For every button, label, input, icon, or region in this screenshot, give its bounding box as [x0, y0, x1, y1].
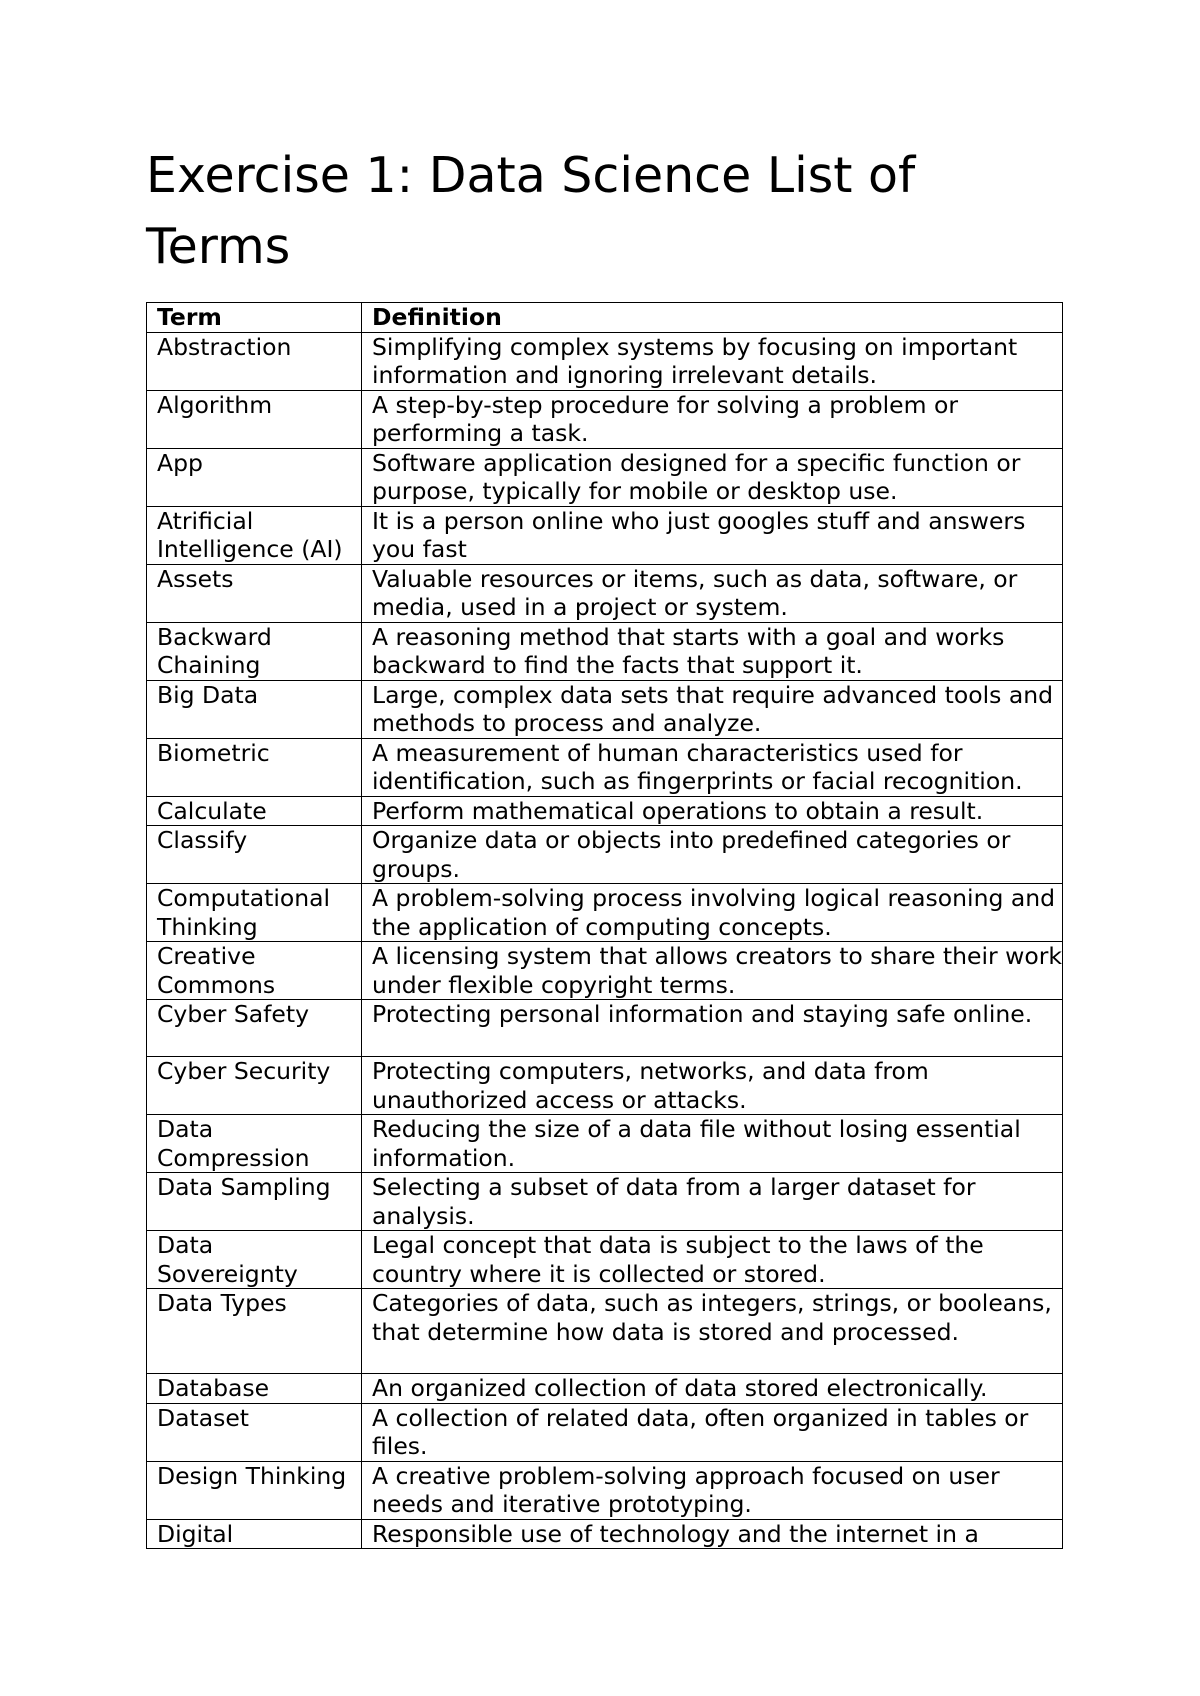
header-term: Term: [147, 303, 362, 333]
table-row: [147, 1057, 1063, 1115]
term-cell: App: [147, 448, 362, 506]
definition-cell: Legal concept that data is subject to the laws of the country where it is collected or stored.: [362, 1231, 1063, 1289]
table-row: [147, 796, 1063, 826]
definition-cell: Selecting a subset of data from a larger dataset for analysis.: [362, 1173, 1063, 1231]
definition-cell: Perform mathematical operations to obtain a result.: [362, 796, 1063, 826]
term-cell: Algorithm: [147, 390, 362, 448]
term-cell: Assets: [147, 564, 362, 622]
definition-cell: A reasoning method that starts with a goal and works backward to find the facts that support it.: [362, 622, 1063, 680]
definition-cell: Organize data or objects into predefined categories or groups.: [362, 826, 1063, 884]
table-row: [147, 884, 1063, 942]
definition-cell: Valuable resources or items, such as data, software, or media, used in a project or system.: [362, 564, 1063, 622]
term-cell: Backward Chaining: [147, 622, 362, 680]
definition-cell: Protecting personal information and staying safe online.: [362, 1000, 1063, 1057]
term-cell: Biometric: [147, 738, 362, 796]
table-row: [147, 680, 1063, 738]
definition-cell: It is a person online who just googles stuff and answers you fast: [362, 506, 1063, 564]
definition-cell: Large, complex data sets that require advanced tools and methods to process and analyze.: [362, 680, 1063, 738]
term-cell: Atrificial Intelligence (AI): [147, 506, 362, 564]
term-cell: Abstraction: [147, 332, 362, 390]
definition-cell: Simplifying complex systems by focusing on important information and ignoring irrelevant details.: [362, 332, 1063, 390]
definition-cell: A collection of related data, often organized in tables or files.: [362, 1403, 1063, 1461]
term-cell: Data Sovereignty: [147, 1231, 362, 1289]
table-row: [147, 826, 1063, 884]
term-cell: Data Sampling: [147, 1173, 362, 1231]
definition-cell: A licensing system that allows creators to share their work under flexible copyright terms.: [362, 942, 1063, 1000]
table-row: [147, 942, 1063, 1000]
terms-table: [146, 302, 1063, 1549]
definition-cell: A measurement of human characteristics used for identification, such as fingerprints or facial recognition.: [362, 738, 1063, 796]
page-title: Exercise 1: Data Science List of Terms: [146, 147, 916, 275]
term-cell: Big Data: [147, 680, 362, 738]
definition-cell: Categories of data, such as integers, strings, or booleans, that determine how data is stored and processed.: [362, 1289, 1063, 1374]
table-row: [147, 1000, 1063, 1057]
table-row: [147, 1115, 1063, 1173]
table-row: [147, 564, 1063, 622]
table-row: [147, 738, 1063, 796]
term-cell: Cyber Safety: [147, 1000, 362, 1057]
definition-cell: Reducing the size of a data file without losing essential information.: [362, 1115, 1063, 1173]
table-row: [147, 1173, 1063, 1231]
definition-cell: Responsible use of technology and the internet in a: [362, 1519, 1063, 1549]
definition-cell: An organized collection of data stored electronically.: [362, 1374, 1063, 1404]
term-cell: Creative Commons: [147, 942, 362, 1000]
table-row: [147, 332, 1063, 390]
table-row: [147, 390, 1063, 448]
definition-cell: Software application designed for a specific function or purpose, typically for mobile or desktop use.: [362, 448, 1063, 506]
table-row: [147, 622, 1063, 680]
table-row: [147, 1519, 1063, 1549]
table-row: [147, 1289, 1063, 1374]
table-row: [147, 1461, 1063, 1519]
term-cell: Database: [147, 1374, 362, 1404]
definition-cell: A creative problem-solving approach focused on user needs and iterative prototyping.: [362, 1461, 1063, 1519]
header-definition: Definition: [362, 303, 1063, 333]
table-row: [147, 506, 1063, 564]
term-cell: Data Types: [147, 1289, 362, 1374]
term-cell: Cyber Security: [147, 1057, 362, 1115]
term-cell: Design Thinking: [147, 1461, 362, 1519]
term-cell: Data Compression: [147, 1115, 362, 1173]
term-cell: Calculate: [147, 796, 362, 826]
table-row: [147, 1374, 1063, 1404]
table-row: [147, 1403, 1063, 1461]
table-header-row: [147, 303, 1063, 333]
table-row: [147, 1231, 1063, 1289]
term-cell: Classify: [147, 826, 362, 884]
term-cell: Dataset: [147, 1403, 362, 1461]
term-cell: Computational Thinking: [147, 884, 362, 942]
table-row: [147, 448, 1063, 506]
definition-cell: A problem-solving process involving logical reasoning and the application of computing concepts.: [362, 884, 1063, 942]
definition-cell: A step-by-step procedure for solving a problem or performing a task.: [362, 390, 1063, 448]
table-body: [147, 332, 1063, 1549]
definition-cell: Protecting computers, networks, and data from unauthorized access or attacks.: [362, 1057, 1063, 1115]
term-cell: Digital: [147, 1519, 362, 1549]
